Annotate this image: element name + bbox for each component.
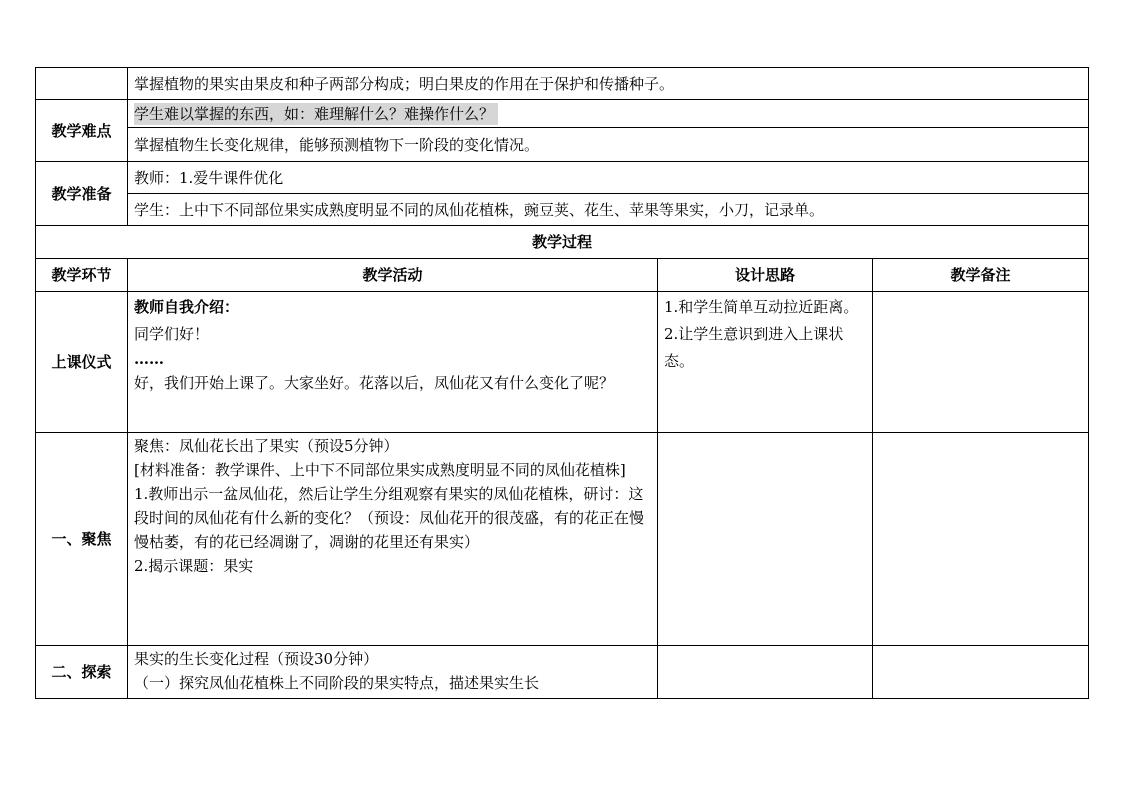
activity-line: 好，我们开始上课了。大家坐好。花落以后，凤仙花又有什么变化了呢？ [134,374,615,392]
activity-line: （一）探究凤仙花植株上不同阶段的果实特点，描述果实生长 [134,674,540,692]
design-line: 1.和学生简单互动拉近距离。 [664,298,859,316]
objective-label-cell [36,68,128,100]
notes-cell [873,292,1089,433]
activity-cell [128,292,658,433]
table-row [36,433,1089,646]
col-header-activity: 教学活动 [128,259,658,292]
activity-line: …… [134,350,164,368]
difficulty-text: 掌握植物生长变化规律，能够预测植物下一阶段的变化情况。 [128,128,1089,162]
lesson-plan-table [35,67,1089,699]
activity-line: 教师自我介绍： [134,298,240,316]
activity-line: [材料准备：教学课件、上中下不同部位果实成熟度明显不同的凤仙花植株] [134,461,626,479]
preparation-teacher: 教师：1.爱牛课件优化 [128,162,1089,194]
difficulty-placeholder-cell [128,100,1089,128]
preparation-row-2 [36,194,1089,226]
activity-line: 1.教师出示一盆凤仙花，然后让学生分组观察有果实的凤仙花植株，研讨：这段时间的凤仙花有什么新的变化？（预设：凤仙花开的很茂盛，有的花正在慢慢枯萎，有的花已经凋谢了，凋谢的花里还有果实） [134,485,645,551]
design-cell [658,433,873,646]
activity-line: 果实的生长变化过程（预设30分钟） [134,650,379,668]
stage-cell: 上课仪式 [36,292,128,433]
process-title: 教学过程 [36,226,1089,259]
difficulty-placeholder: 学生难以掌握的东西，如：难理解什么？难操作什么？ [134,103,498,125]
objective-row [36,68,1089,100]
col-header-design: 设计思路 [658,259,873,292]
difficulty-row-1 [36,100,1089,128]
preparation-label: 教学准备 [36,162,128,226]
notes-cell [873,433,1089,646]
stage-cell: 一、聚焦 [36,433,128,646]
notes-cell [873,646,1089,699]
activity-line: 同学们好！ [134,325,210,343]
difficulty-row-2 [36,128,1089,162]
activity-cell [128,433,658,646]
activity-cell [128,646,658,699]
design-cell [658,292,873,433]
table-row [36,292,1089,433]
activity-line: 聚焦：凤仙花长出了果实（预设5分钟） [134,437,399,455]
preparation-row-1 [36,162,1089,194]
design-cell [658,646,873,699]
objective-text: 掌握植物的果实由果皮和种子两部分构成；明白果皮的作用在于保护和传播种子。 [128,68,1089,100]
column-header-row [36,259,1089,292]
activity-line: 2.揭示课题：果实 [134,557,254,575]
process-title-row [36,226,1089,259]
preparation-student: 学生：上中下不同部位果实成熟度明显不同的凤仙花植株，豌豆荚、花生、苹果等果实，小刀，记录单。 [128,194,1089,226]
stage-cell: 二、探索 [36,646,128,699]
design-line: 2.让学生意识到进入上课状态。 [664,325,844,370]
col-header-stage: 教学环节 [36,259,128,292]
difficulty-label: 教学难点 [36,100,128,162]
table-row [36,646,1089,699]
col-header-notes: 教学备注 [873,259,1089,292]
